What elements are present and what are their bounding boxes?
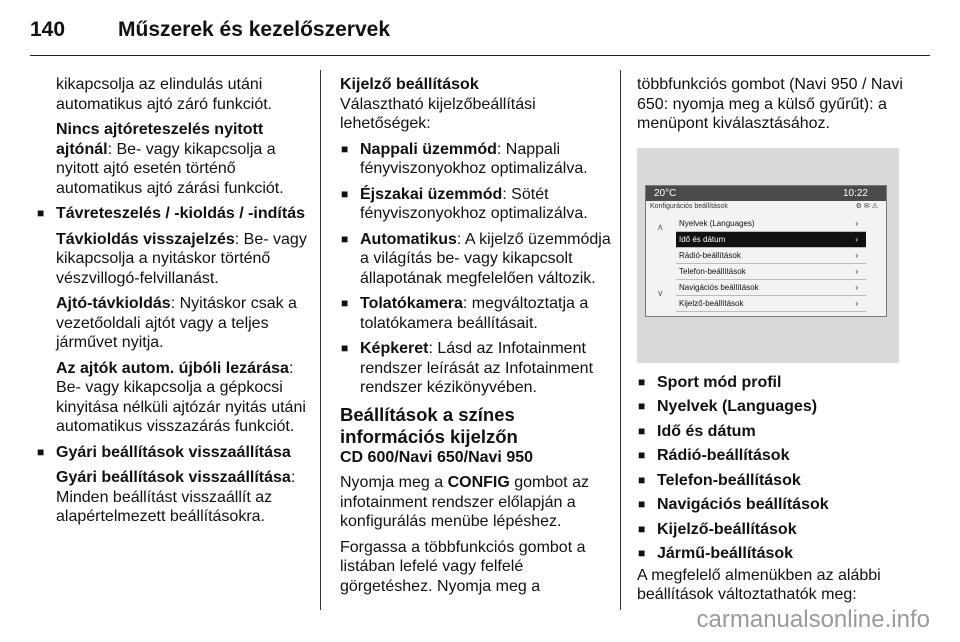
bullet-item: ■ Telefon-beállítások (637, 471, 927, 491)
column-2 (340, 75, 615, 602)
column-3 (637, 75, 927, 611)
paragraph: kikapcsolja az elindulás utáni automatikus ajtó záró funkciót. (56, 76, 273, 113)
bullet-item: ■ Távreteszelés / -kioldás / -indítás (36, 204, 316, 224)
paragraph: Forgassa a többfunkciós gombot a listában lefelé vagy felfelé görgetéshez. Nyomja meg a (340, 538, 586, 595)
page-title: Műszerek és kezelőszervek (118, 18, 391, 41)
paragraph: Gyári beállítások visszaállítása: Minden beállítást visszaállít az alapértelmezett beállításokra. (56, 469, 296, 525)
paragraph: Nyomja meg a CONFIG gombot az infotainment rendszer előlapján a konfigurálás menübe lépéshez. (340, 474, 589, 530)
temperature: 20°C (654, 187, 677, 199)
watermark: carmanualsonline.info (696, 606, 930, 633)
column-divider-1 (320, 70, 321, 610)
chevron-down-icon: ∨ (657, 288, 664, 298)
screen-subtitle: Konfigurációs beállítások ⚙✉⚠ (646, 201, 886, 213)
arrow-right-icon: › (855, 298, 858, 308)
term: Gyári beállítások visszaállítása (56, 469, 291, 486)
settings-menu (676, 216, 866, 312)
bullet-item: ■ Nyelvek (Languages) (637, 397, 927, 417)
status-icons: ⚙✉⚠ (855, 202, 880, 210)
column-divider-2 (620, 70, 621, 610)
bullet-item: ■ Automatikus: A kijelző üzemmódja a világítás be- vagy kikapcsolt állapotának megfelelően változik. (340, 230, 615, 289)
paragraph: többfunkciós gombot (Navi 950 / Navi 650: nyomja meg a külső gyűrűt): a menüpont kiválasztásához. (637, 76, 903, 132)
arrow-right-icon: › (855, 266, 858, 276)
bullet-item: ■ Jármű-beállítások (637, 544, 927, 564)
paragraph: A megfelelő almenükben az alábbi beállítások változtathatók meg: (637, 566, 881, 603)
term: Nincs ajtóreteszelés nyitott ajtónál (56, 121, 264, 158)
menu-item: Navigációs beállítások › (676, 280, 866, 296)
menu-item: Kijelző-beállítások › (676, 296, 866, 312)
paragraph: Ajtó-távkioldás: Nyitáskor csak a vezetőoldali ajtót vagy a teljes járművet nyitja. (56, 295, 297, 351)
chevron-up-icon: ∧ (657, 221, 664, 232)
bullet-item: ■ Gyári beállítások visszaállítása (36, 443, 316, 463)
paragraph: Választható kijelzőbeállítási lehetőségek: (340, 95, 536, 132)
paragraph: Az ajtók autom. újbóli lezárása: Be- vagy kikapcsolja a gépkocsi kinyitása nélküli ajtózár nyitás utáni automatikus visszazárás funkciót. (56, 359, 306, 435)
page-number: 140 (30, 18, 66, 41)
term: Távkioldás visszajelzés (56, 230, 235, 248)
bullet-item: ■ Kijelző-beállítások (637, 520, 927, 540)
clock: 10:22 (842, 187, 868, 199)
paragraph: Távkioldás visszajelzés: Be- vagy kikapcsolja a nyitáskor történő vészvillogó-felvillanást. (56, 230, 307, 287)
term: Ajtó-távkioldás (56, 295, 171, 312)
page-header (0, 0, 960, 60)
paragraph: Nincs ajtóreteszelés nyitott ajtónál: Be- vagy kikapcsolja a nyitott ajtó esetén történő automatikus ajtó zárási funkciót. (56, 121, 284, 197)
bullet-item: ■ Sport mód profil (637, 373, 927, 393)
section-heading: Beállítások a színes információs kijelzőn (340, 403, 518, 447)
arrow-right-icon: › (855, 218, 858, 228)
menu-item: Telefon-beállítások › (676, 264, 866, 280)
arrow-right-icon: › (855, 250, 858, 260)
bullet-item: ■ Rádió-beállítások (637, 446, 927, 466)
config-key: CONFIG (447, 474, 510, 491)
menu-item-selected: Idő és dátum › (676, 232, 866, 248)
menu-item: Nyelvek (Languages) › (676, 216, 866, 232)
bullet-item: ■ Idő és dátum (637, 422, 927, 442)
bullet-item: ■ Nappali üzemmód: Nappali fényviszonyokhoz optimalizálva. (340, 140, 615, 179)
arrow-right-icon: › (855, 234, 858, 244)
bullet-item: ■ Tolatókamera: megváltoztatja a tolatókamera beállításait. (340, 294, 615, 333)
screen-photo (637, 148, 899, 363)
header-rule (30, 55, 930, 56)
arrow-right-icon: › (855, 282, 858, 292)
scrollbar (656, 216, 666, 306)
infotainment-screen (645, 185, 887, 317)
column-1 (36, 75, 316, 533)
sub-heading: CD 600/Navi 650/Navi 950 (340, 448, 534, 466)
status-bar (646, 186, 886, 201)
term: Az ajtók autom. újbóli lezárása (56, 359, 289, 377)
bullet-item: ■ Képkeret: Lásd az Infotainment rendszer leírását az Infotainment rendszer kézikönyvében. (340, 339, 615, 398)
menu-item: Rádió-beállítások › (676, 248, 866, 264)
section-heading: Kijelző beállítások (340, 76, 479, 93)
bullet-item: ■ Éjszakai üzemmód: Sötét fényviszonyokhoz optimalizálva. (340, 185, 615, 224)
bullet-item: ■ Navigációs beállítások (637, 495, 927, 515)
